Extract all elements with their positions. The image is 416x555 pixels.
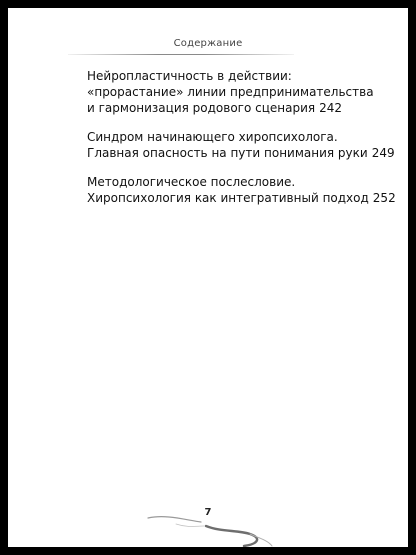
header-rule [68, 54, 294, 55]
toc-entry-line: Хиропсихология как интегративный подход [87, 191, 369, 205]
toc-entry-line: и гармонизация родового сценария [87, 101, 316, 115]
toc-entry [87, 68, 374, 116]
toc-entry [87, 129, 395, 161]
toc-entry-last-line [87, 145, 395, 161]
toc-entry [87, 174, 396, 206]
toc-entry-line: Синдром начинающего хиропсихолога. [87, 130, 338, 144]
toc-page-number: 252 [372, 191, 396, 205]
toc-entry-line: Нейропластичность в действии: [87, 69, 292, 83]
toc-entry-last-line [87, 100, 343, 116]
toc-entry-last-line [87, 190, 396, 206]
book-page [8, 8, 408, 547]
toc-entry-line: Главная опасность на пути понимания руки [87, 146, 368, 160]
toc-page-number: 242 [319, 101, 343, 115]
table-of-contents [87, 68, 396, 219]
toc-entry-line: Методологическое послесловие. [87, 175, 296, 189]
page-number: 7 [204, 507, 212, 518]
toc-entry-line: «прорастание» линии предпринимательства [87, 85, 374, 99]
running-header: Содержание [173, 38, 243, 49]
toc-page-number: 249 [371, 146, 395, 160]
